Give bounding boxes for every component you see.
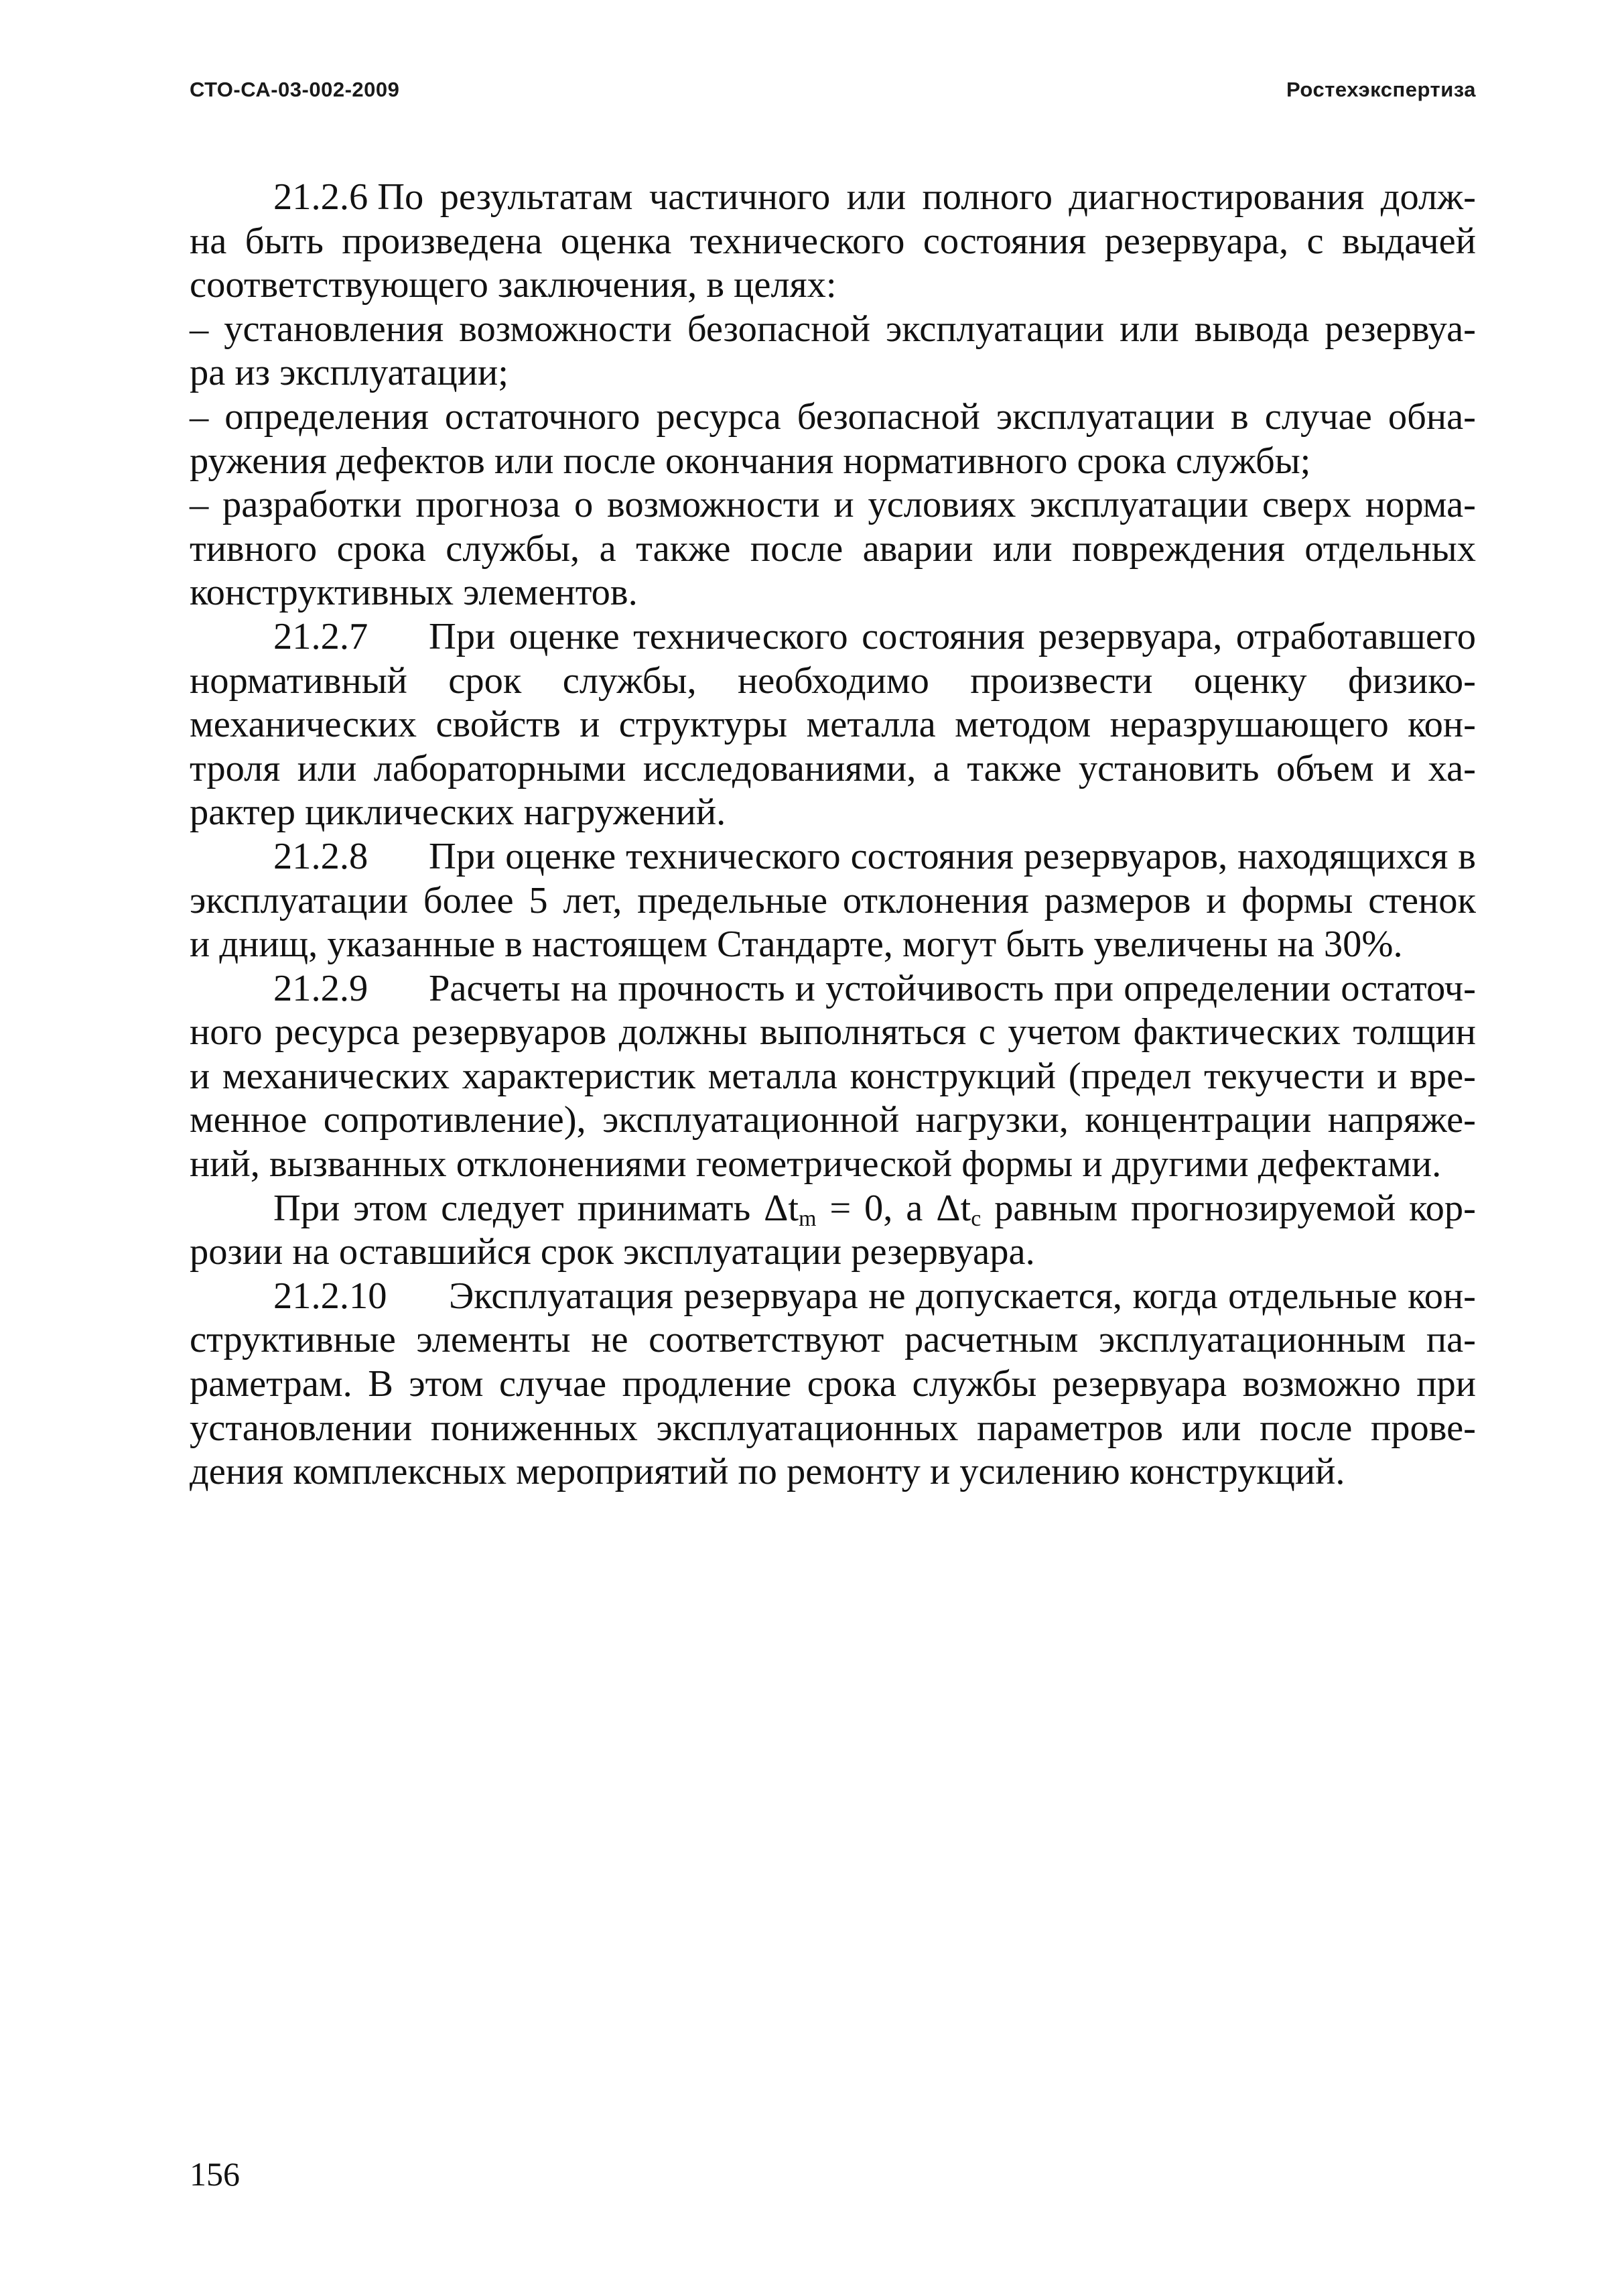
paragraph-line: раметрам. В этом случае продление срока службы резервуара возможно при: [190, 1363, 1476, 1405]
list-item-line: – установления возможности безопасной эксплуатации или вывода резервуа-: [190, 308, 1476, 350]
page-body: [190, 176, 1476, 1494]
paragraph-21-2-7: [190, 615, 1476, 835]
paragraph-line: розии на оставшийся срок эксплуатации резервуара.: [190, 1231, 1035, 1273]
paragraph-note: [190, 1187, 1476, 1275]
list-item-line: – разработки прогноза о возможности и условиях эксплуатации сверх норма-: [190, 484, 1476, 526]
list-item-line: ружения дефектов или после окончания нормативного срока службы;: [190, 440, 1311, 482]
list-item-line: – определения остаточного ресурса безопасной эксплуатации в случае обна-: [190, 395, 1476, 438]
paragraph-line: установлении пониженных эксплуатационных параметров или после прове-: [190, 1407, 1476, 1449]
list-item-line: ра из эксплуатации;: [190, 352, 509, 394]
clause-number: 21.2.8: [273, 835, 368, 877]
list-item: [190, 308, 1476, 395]
paragraph-line: 21.2.10 Эксплуатация резервуара не допускается, когда отдельные кон-: [190, 1275, 1476, 1319]
list-item: [190, 395, 1476, 483]
paragraph-21-2-9: [190, 967, 1476, 1187]
paragraph-line: структивные элементы не соответствуют расчетным эксплуатационным па-: [190, 1319, 1476, 1361]
running-header: [190, 78, 1476, 118]
list-item: [190, 483, 1476, 615]
paragraph-line: 21.2.6 По результатам частичного или полного диагностирования долж-: [190, 176, 1476, 220]
paragraph-line: рактер циклических нагружений.: [190, 791, 726, 834]
clause-number: 21.2.7: [273, 615, 368, 657]
paragraph-line: менное сопротивление), эксплуатационной нагрузки, концентрации напряже-: [190, 1099, 1476, 1141]
header-document-code: СТО-СА-03-002-2009: [190, 78, 400, 101]
paragraph-21-2-10: [190, 1275, 1476, 1494]
subscript-m: m: [799, 1206, 817, 1231]
header-organization: Ростехэкспертиза: [1286, 78, 1476, 101]
clause-number: 21.2.10: [273, 1275, 387, 1317]
clause-number: 21.2.6: [273, 176, 368, 218]
paragraph-line: 21.2.9 Расчеты на прочность и устойчивость при определении остаточ-: [190, 967, 1476, 1011]
paragraph-line: нормативный срок службы, необходимо произвести оценку физико-: [190, 659, 1476, 702]
list-item-line: тивного срока службы, а также после аварии или повреждения отдельных: [190, 527, 1476, 570]
clause-number: 21.2.9: [273, 967, 368, 1009]
paragraph-line: соответствующего заключения, в целях:: [190, 264, 837, 306]
paragraph-line: ний, вызванных отклонениями геометрической формы и другими дефектами.: [190, 1143, 1442, 1186]
paragraph-line: дения комплексных мероприятий по ремонту и усилению конструкций.: [190, 1451, 1345, 1493]
subscript-c: c: [971, 1206, 982, 1231]
paragraph-line: эксплуатации более 5 лет, предельные отклонения размеров и формы стенок: [190, 879, 1476, 921]
paragraph-line: 21.2.8 При оценке технического состояния резервуаров, находящихся в: [190, 835, 1476, 879]
paragraph-line: и механических характеристик металла конструкций (предел текучести и вре-: [190, 1055, 1476, 1097]
page-number: 156: [190, 2155, 240, 2193]
paragraph-line: троля или лабораторными исследованиями, а также установить объем и ха-: [190, 747, 1476, 789]
paragraph-21-2-8: [190, 835, 1476, 967]
paragraph-line: При этом следует принимать $\Delta t_m = 0$, а $\Delta t_c$ равным прогнозируемой кор-: [273, 1187, 1476, 1231]
paragraph-line: 21.2.7 При оценке технического состояния резервуара, отработавшего: [190, 615, 1476, 659]
paragraph-line: механических свойств и структуры металла методом неразрушающего кон-: [190, 704, 1476, 746]
paragraph-21-2-6: [190, 176, 1476, 615]
paragraph-line: на быть произведена оценка технического состояния резервуара, с выдачей: [190, 220, 1476, 262]
list-item-line: конструктивных элементов.: [190, 572, 638, 614]
paragraph-line: ного ресурса резервуаров должны выполняться с учетом фактических толщин: [190, 1011, 1476, 1054]
paragraph-line: и днищ, указанные в настоящем Стандарте, могут быть увеличены на 30%.: [190, 923, 1403, 966]
